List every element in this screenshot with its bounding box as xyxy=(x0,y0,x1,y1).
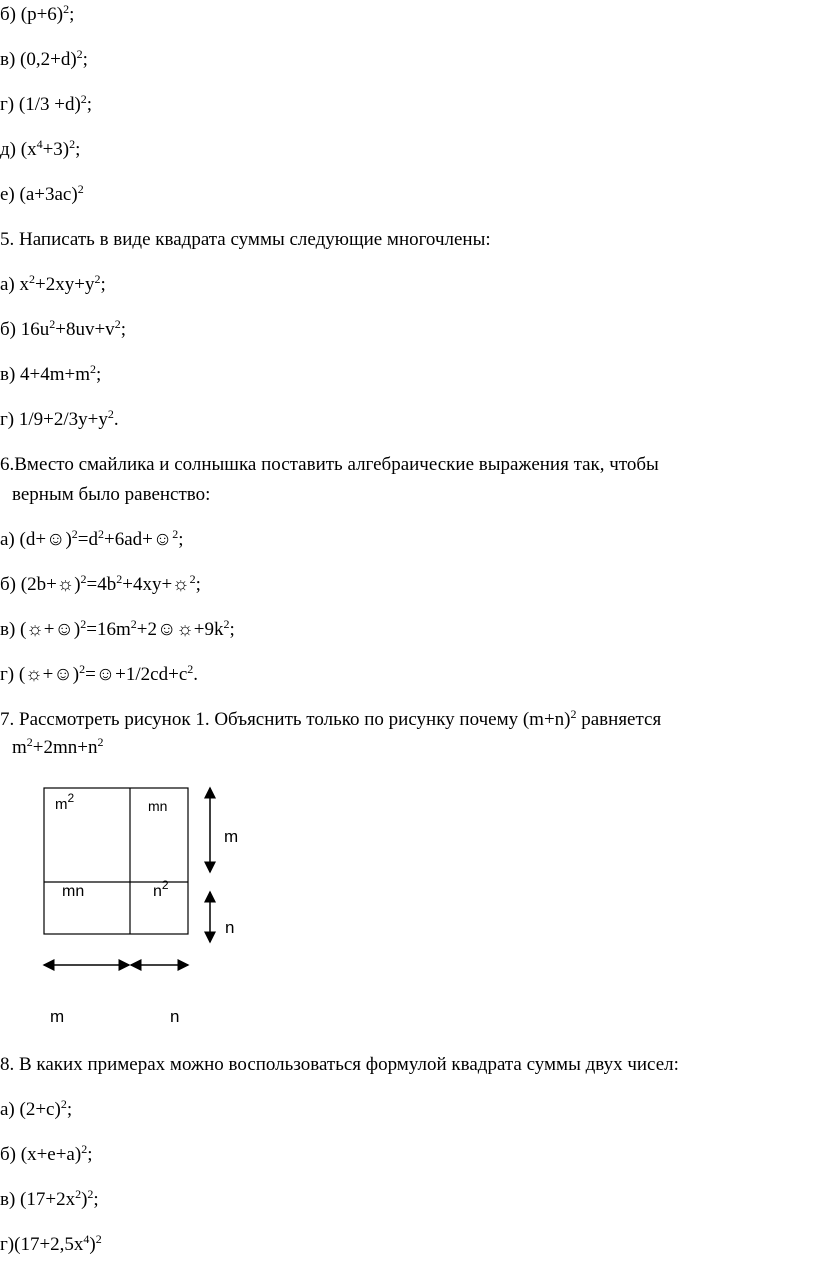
text-segment: г)(17+2,5x xyxy=(0,1234,84,1255)
text-segment: =4b xyxy=(86,574,117,595)
text-segment: =d xyxy=(77,529,98,550)
superscript: 2 xyxy=(116,572,123,586)
text-segment: +2☺☼+9k xyxy=(136,619,224,640)
superscript: 4 xyxy=(36,137,43,151)
superscript: 2 xyxy=(69,137,76,151)
text-segment: б) 16u xyxy=(0,319,50,340)
side-label-n-bottom: n xyxy=(170,1007,180,1026)
superscript: 2 xyxy=(29,272,36,286)
superscript: 2 xyxy=(570,707,577,721)
superscript: 2 xyxy=(172,527,179,541)
superscript: 2 xyxy=(189,572,196,586)
superscript: 2 xyxy=(60,1097,67,1111)
text-segment: m xyxy=(12,737,27,758)
text-segment: в) (0,2+d) xyxy=(0,49,77,70)
text-segment: ; xyxy=(75,139,81,160)
superscript: 2 xyxy=(26,735,33,749)
superscript: 2 xyxy=(80,572,87,586)
text-segment: ; xyxy=(86,94,93,115)
text-segment: . xyxy=(193,664,199,685)
superscript: 2 xyxy=(71,527,78,541)
text-segment: ; xyxy=(195,574,201,595)
text-segment: а) (2+с) xyxy=(0,1099,61,1120)
superscript: 2 xyxy=(79,662,86,676)
superscript: 2 xyxy=(97,735,104,749)
superscript: 2 xyxy=(75,1187,82,1201)
superscript: 4 xyxy=(83,1232,90,1246)
superscript: 2 xyxy=(223,617,230,631)
text-segment: 8. В каких примерах можно воспользоваться формулой квадрата суммы двух чисел: xyxy=(0,1054,679,1075)
text-segment: б) (x+e+a) xyxy=(0,1144,82,1165)
superscript: 2 xyxy=(63,2,70,16)
text-segment: 6.Вместо смайлика и солнышка поставить алгебраические выражения так, чтобы xyxy=(0,454,659,475)
text-segment: г) (☼+☺) xyxy=(0,664,80,685)
superscript: 2 xyxy=(90,362,97,376)
text-segment: ; xyxy=(178,529,184,550)
text-segment: +6ad+☺ xyxy=(104,529,173,550)
superscript: 2 xyxy=(187,662,194,676)
superscript: 2 xyxy=(80,617,87,631)
text-segment: б) (р+6) xyxy=(0,4,64,25)
cell-n-squared: $n^2$ xyxy=(153,878,169,900)
superscript: 2 xyxy=(77,182,84,196)
superscript: 2 xyxy=(76,47,83,61)
text-segment: верным было равенство: xyxy=(12,484,211,505)
text-segment: ) xyxy=(81,1189,88,1210)
text-segment: 7. Рассмотреть рисунок 1. Объяснить только по рисунку почему (m+n) xyxy=(0,709,571,730)
side-label-m-right: m xyxy=(224,827,239,846)
text-segment: б) (2b+☼) xyxy=(0,574,81,595)
superscript: 2 xyxy=(49,317,56,331)
cell-mn-top: mn xyxy=(148,798,168,814)
text-segment: ; xyxy=(69,4,75,25)
text-segment: в) (17+2x xyxy=(0,1189,76,1210)
text-segment: =☺+1/2cd+c xyxy=(85,664,188,685)
text-segment: равняется xyxy=(576,709,662,730)
superscript: 2 xyxy=(130,617,137,631)
text-segment: +4xy+☼ xyxy=(122,574,190,595)
text-segment: ) xyxy=(89,1234,96,1255)
text-segment: +2xy+y xyxy=(35,274,95,295)
text-segment: ; xyxy=(229,619,235,640)
text-segment: . xyxy=(113,409,119,430)
text-segment: а) (d+☺) xyxy=(0,529,72,550)
superscript: 2 xyxy=(87,1187,94,1201)
text-segment: 5. Написать в виде квадрата суммы следующие многочлены: xyxy=(0,229,491,250)
superscript: 2 xyxy=(114,317,121,331)
text-segment: е) (а+3ас) xyxy=(0,184,78,205)
cell-m-squared: $m^2$ xyxy=(55,791,75,813)
superscript: 2 xyxy=(98,527,104,541)
text-segment: +3) xyxy=(42,139,70,160)
text-segment: +2mn+n xyxy=(32,737,98,758)
cell-mn-bottom: mn xyxy=(62,883,85,900)
superscript: 2 xyxy=(81,1142,88,1156)
text-segment: д) (x xyxy=(0,139,37,160)
superscript: 2 xyxy=(107,407,114,421)
text-segment: г) 1/9+2/3y+y xyxy=(0,409,108,430)
text-segment: в) 4+4m+m xyxy=(0,364,91,385)
text-segment: в) (☼+☺) xyxy=(0,619,81,640)
text-segment: =16m xyxy=(86,619,131,640)
text-segment: ; xyxy=(100,274,106,295)
text-segment: ; xyxy=(93,1189,99,1210)
text-segment: ; xyxy=(87,1144,93,1165)
side-label-n-right: n xyxy=(225,918,235,937)
text-segment: ; xyxy=(96,364,102,385)
text-segment: а) x xyxy=(0,274,30,295)
text-segment: ; xyxy=(120,319,126,340)
superscript: 2 xyxy=(80,92,87,106)
superscript: 2 xyxy=(95,1232,102,1246)
superscript: 2 xyxy=(94,272,101,286)
text-segment: ; xyxy=(66,1099,73,1120)
text-segment: г) (1/3 +d) xyxy=(0,94,81,115)
text-segment: ; xyxy=(82,49,88,70)
side-label-m-bottom: m xyxy=(50,1007,65,1026)
text-segment: +8uv+v xyxy=(55,319,115,340)
